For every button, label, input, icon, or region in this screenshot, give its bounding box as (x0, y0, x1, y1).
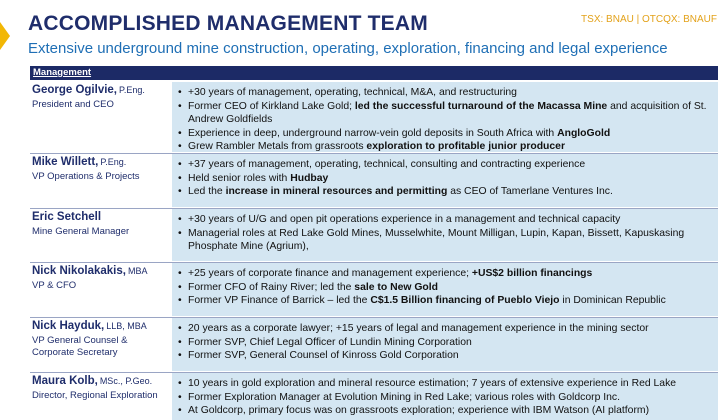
experience-bullet (178, 281, 716, 295)
bullet-text: Former SVP, General Counsel of Kinross Gold Corporation (188, 350, 459, 362)
person-info-cell (30, 263, 171, 316)
experience-cell (172, 318, 718, 371)
person-credentials: LLB, MBA (106, 321, 147, 331)
experience-bullet (178, 140, 716, 154)
experience-cell (172, 82, 718, 152)
highlight-text: C$1.5 Billion financing of Pueblo Viejo (370, 295, 560, 307)
table-header (30, 66, 718, 80)
person-role: VP & CFO (32, 280, 77, 291)
person-name (32, 156, 126, 168)
bullet-text: in Dominican Republic (559, 295, 666, 307)
experience-cell (172, 209, 718, 261)
bullet-text: Led the (188, 186, 226, 198)
experience-bullet (178, 294, 716, 308)
bullet-text: At Goldcorp, primary focus was on grassroots exploration; experience with IBM Watson (AI platform) (188, 405, 650, 417)
bullet-text: 20 years as a corporate lawyer; +15 years of legal and management experience in the mining sector (188, 323, 649, 334)
highlight-text: increase in mineral resources and permitting (225, 186, 448, 198)
person-credentials: MSc., P.Geo. (99, 376, 153, 386)
experience-bullet (178, 391, 716, 405)
bullet-text: Former VP Finance of Barrick – led the (188, 295, 371, 307)
experience-bullet (178, 227, 716, 254)
person-row (30, 373, 718, 420)
bullet-text: Former Exploration Manager at Evolution Mining in Red Lake; various roles with Goldcorp Inc. (188, 391, 620, 403)
person-name-text: George Ogilvie, (32, 84, 117, 96)
bullet-text: +37 years of management, operating, technical, consulting and contracting experience (188, 159, 586, 170)
person-info-cell (30, 82, 171, 152)
highlight-text: Hudbay (290, 172, 329, 184)
bullet-text: Held senior roles with (188, 172, 291, 184)
experience-cell (172, 154, 718, 207)
person-name-text: Mike Willett, (32, 156, 99, 168)
person-name (32, 320, 147, 332)
left-accent-marker (0, 22, 10, 50)
bullet-text: +30 years of U/G and open pit operations experience in a management and technical capacity (188, 214, 621, 225)
person-info-cell (30, 209, 171, 261)
ticker-label: TSX: BNAU | OTCQX: BNAUF (581, 14, 717, 25)
experience-list (178, 377, 716, 418)
person-name (32, 375, 152, 387)
experience-list (178, 267, 716, 308)
person-role: President and CEO (32, 99, 114, 110)
person-info-cell (30, 373, 171, 420)
highlight-text: sale to New Gold (354, 281, 439, 293)
person-info-cell (30, 154, 171, 207)
bullet-text: and acquisition of St. Andrew Goldfields (188, 100, 707, 126)
experience-list (178, 213, 716, 254)
highlight-text: led the successful turnaround of the Macassa Mine (354, 100, 608, 112)
bullet-text: as CEO of Tamerlane Ventures Inc. (447, 186, 613, 198)
person-row (30, 318, 718, 371)
page-subtitle: Extensive underground mine construction, operating, exploration, financing and legal experience (28, 40, 668, 57)
experience-bullet (178, 349, 716, 363)
person-row (30, 263, 718, 316)
page-title: ACCOMPLISHED MANAGEMENT TEAM (28, 12, 428, 35)
management-table (30, 66, 718, 420)
person-role: Director, Regional Exploration (32, 390, 158, 401)
experience-bullet (178, 322, 716, 336)
experience-bullet (178, 127, 716, 141)
person-row (30, 82, 718, 152)
experience-bullet (178, 86, 716, 100)
experience-bullet (178, 336, 716, 350)
bullet-text: Former CEO of Kirkland Lake Gold; (188, 100, 355, 112)
person-info-cell (30, 318, 171, 371)
person-row (30, 154, 718, 207)
experience-list (178, 158, 716, 199)
bullet-text: Experience in deep, underground narrow-vein gold deposits in South Africa with (188, 127, 558, 139)
person-name (32, 84, 145, 96)
experience-bullet (178, 172, 716, 186)
experience-bullet (178, 158, 716, 172)
person-name-text: Nick Nikolakakis, (32, 265, 126, 277)
person-name (32, 265, 148, 277)
person-role: Mine General Manager (32, 226, 130, 237)
experience-bullet (178, 377, 716, 391)
highlight-text: exploration to profitable junior producer (366, 141, 566, 153)
bullet-text: +30 years of management, operating, technical, M&A, and restructuring (188, 87, 517, 98)
bullet-text: Grew Rambler Metals from grassroots (188, 141, 367, 153)
experience-list (178, 86, 716, 154)
experience-bullet (178, 404, 716, 418)
experience-list (178, 322, 716, 363)
person-credentials: P.Eng. (119, 85, 145, 95)
bullet-text: Former CFO of Rainy River; led the (188, 281, 355, 293)
person-row (30, 209, 718, 261)
bullet-text: 10 years in gold exploration and mineral resource estimation; 7 years of extensive experience in Red Lake (188, 378, 677, 389)
experience-bullet (178, 213, 716, 227)
experience-bullet (178, 100, 716, 127)
highlight-text: AngloGold (557, 127, 611, 139)
person-role: VP Operations & Projects (32, 171, 140, 182)
bullet-text: Managerial roles at Red Lake Gold Mines, Musselwhite, Mount Milligan, Lupin, Kapan, Bissett, Kapuskasing Phosphate Mine (Agrium), (188, 227, 685, 253)
person-name-text: Maura Kolb, (32, 375, 98, 387)
person-name-text: Eric Setchell (32, 211, 102, 223)
person-name (32, 211, 101, 223)
person-name-text: Nick Hayduk, (32, 320, 105, 332)
person-credentials: MBA (127, 266, 148, 276)
highlight-text: +US$2 billion financings (471, 268, 593, 279)
person-credentials: P.Eng. (100, 157, 127, 167)
section-label: Management (33, 67, 92, 78)
experience-bullet (178, 185, 716, 199)
bullet-text: Former SVP, Chief Legal Officer of Lundin Mining Corporation (188, 336, 472, 348)
person-role: VP General Counsel & Corporate Secretary (32, 335, 128, 358)
experience-bullet (178, 267, 716, 281)
experience-cell (172, 263, 718, 316)
experience-cell (172, 373, 718, 420)
bullet-text: +25 years of corporate finance and management experience; (188, 268, 472, 279)
